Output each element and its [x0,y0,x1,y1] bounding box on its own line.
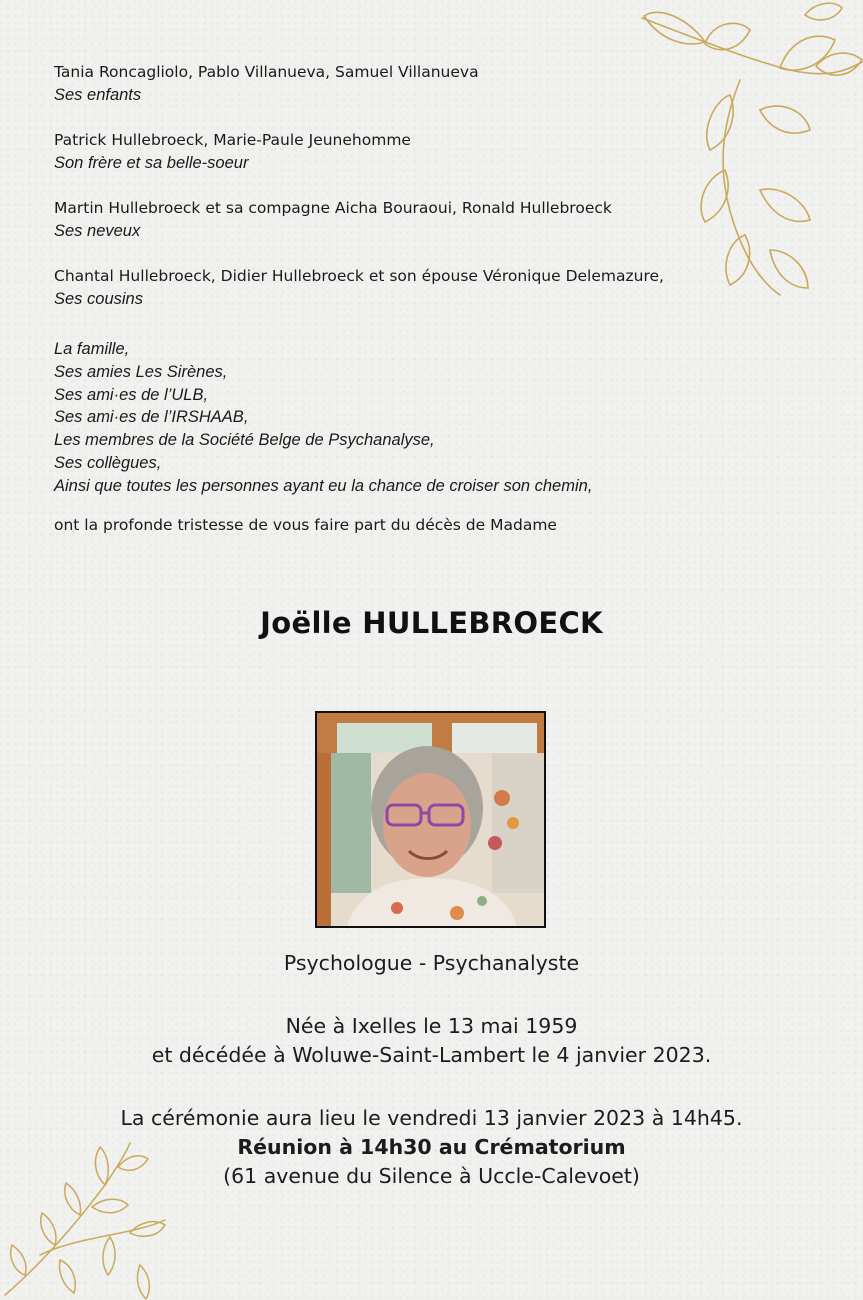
address-line: (61 avenue du Silence à Uccle-Calevoet) [223,1164,640,1188]
family-names: Patrick Hullebroeck, Marie-Paule Jeunehomme [54,131,411,149]
closing-line: Ses amies Les Sirènes, [54,362,228,381]
ceremony-block [0,1104,863,1191]
family-group [54,197,754,242]
closing-line: Ses collègues, [54,453,162,472]
death-line: et décédée à Woluwe-Saint-Lambert le 4 janvier 2023. [151,1043,712,1067]
portrait-photo [315,711,546,928]
closing-line: Les membres de la Société Belge de Psychanalyse, [54,431,435,450]
birth-line: Née à Ixelles le 13 mai 1959 [285,1014,578,1038]
closing-list [54,338,754,498]
closing-line: La famille, [54,340,130,358]
family-names: Chantal Hullebroeck, Didier Hullebroeck et son épouse Véronique Delemazure, [54,267,664,285]
birth-death-block [0,1012,863,1070]
announcement-text: ont la profonde tristesse de vous faire part du décès de Madame [54,515,557,534]
family-group [54,61,754,106]
family-role: Ses neveux [54,221,141,240]
deceased-name: Joëlle HULLEBROECK [260,606,603,640]
closing-line: Ses ami·es de l’IRSHAAB, [54,408,249,427]
closing-line: Ainsi que toutes les personnes ayant eu la chance de croiser son chemin, [54,476,593,495]
family-role: Ses cousins [54,289,143,308]
family-role: Ses enfants [54,85,142,104]
family-names: Tania Roncagliolo, Pablo Villanueva, Samuel Villanueva [54,63,479,81]
family-names: Martin Hullebroeck et sa compagne Aicha Bouraoui, Ronald Hullebroeck [54,199,612,217]
family-group [54,129,754,174]
family-list [54,61,754,536]
family-role: Son frère et sa belle-soeur [54,153,249,172]
ceremony-line: La cérémonie aura lieu le vendredi 13 janvier 2023 à 14h45. [120,1106,743,1130]
family-group [54,265,754,310]
meeting-line: Réunion à 14h30 au Crématorium [237,1135,626,1159]
profession: Psychologue - Psychanalyste [283,951,580,975]
closing-line: Ses ami·es de l’ULB, [54,385,209,404]
portrait-illustration [317,713,544,926]
